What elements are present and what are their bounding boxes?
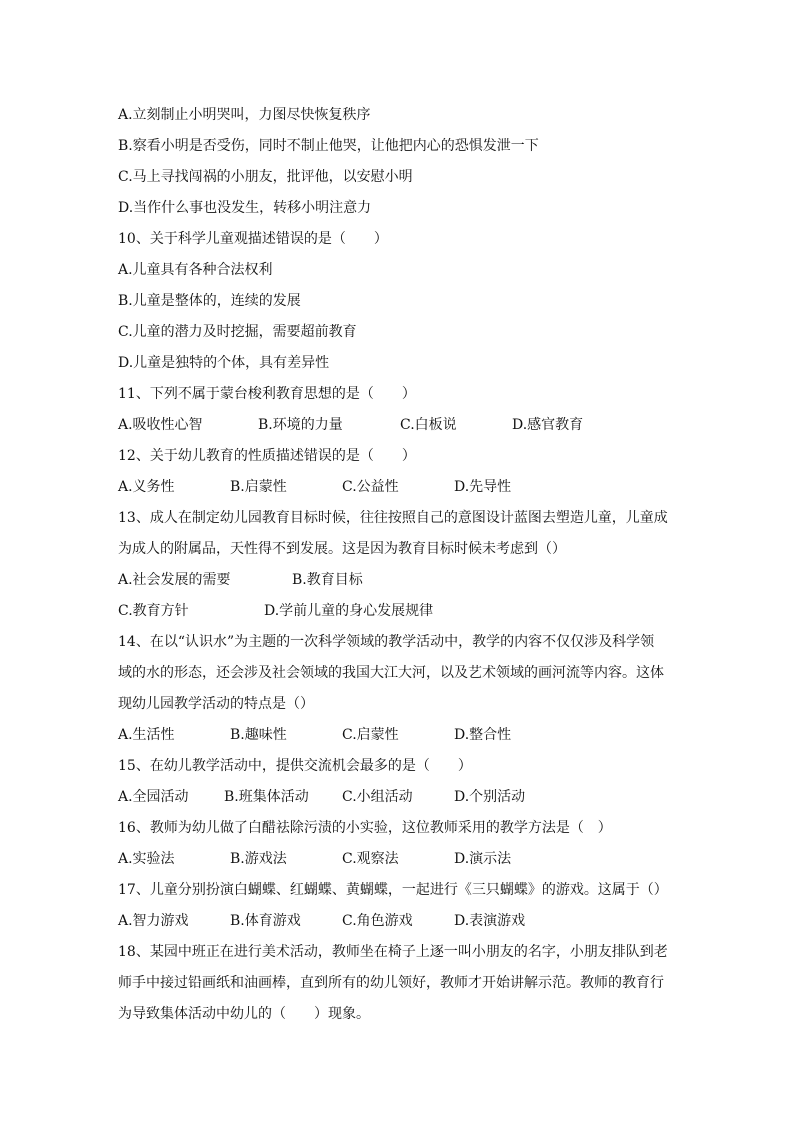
q15-options <box>118 782 678 813</box>
q15-option-b: B.班集体活动 <box>224 789 309 805</box>
q11-option-c: C.白板说 <box>400 417 457 433</box>
q13-options-row1 <box>118 565 678 596</box>
q16-option-d: D.演示法 <box>454 851 512 867</box>
question-list <box>118 100 678 1030</box>
q10-option-d: D.儿童是独特的个体，具有差异性 <box>118 355 330 371</box>
q10-stem: 10、关于科学儿童观描述错误的是（ ） <box>118 231 388 247</box>
q14-stem-line1: 14、在以“认识水”为主题的一次科学领域的教学活动中，教学的内容不仅仅涉及科学领 <box>118 634 655 650</box>
q11-option-d: D.感官教育 <box>512 417 584 433</box>
q13-option-a: A.社会发展的需要 <box>118 572 231 588</box>
q16-option-b: B.游戏法 <box>230 851 287 867</box>
q15-option-c: C.小组活动 <box>342 789 413 805</box>
q11-stem: 11、下列不属于蒙台梭利教育思想的是（ ） <box>118 386 416 402</box>
q13-option-c: C.教育方针 <box>118 603 189 619</box>
q9-option-b: B.察看小明是否受伤，同时不制止他哭，让他把内心的恐惧发泄一下 <box>118 138 539 154</box>
q11-option-b: B.环境的力量 <box>258 417 343 433</box>
q12-option-d: D.先导性 <box>454 479 512 495</box>
q14-option-b: B.趣味性 <box>230 727 287 743</box>
q16-options <box>118 844 678 875</box>
q18-stem-line2: 师手中接过铅画纸和油画棒，直到所有的幼儿领好，教师才开始讲解示范。教师的教育行 <box>118 975 664 991</box>
q11-options <box>118 410 678 441</box>
q16-stem: 16、教师为幼儿做了白醋祛除污渍的小实验，这位教师采用的教学方法是（ ） <box>118 820 612 836</box>
q18-stem-line1: 18、某园中班正在进行美术活动，教师坐在椅子上逐一叫小朋友的名字，小朋友排队到老 <box>118 944 668 960</box>
q17-option-b: B.体育游戏 <box>230 913 301 929</box>
q12-stem: 12、关于幼儿教育的性质描述错误的是（ ） <box>118 448 416 464</box>
q12-option-a: A.义务性 <box>118 479 175 495</box>
q9-option-d: D.当作什么事也没发生，转移小明注意力 <box>118 200 372 216</box>
q15-stem: 15、在幼儿教学活动中，提供交流机会最多的是（ ） <box>118 758 472 774</box>
q9-option-a: A.立刻制止小明哭叫，力图尽快恢复秩序 <box>118 107 371 123</box>
q13-options-row2 <box>118 596 678 627</box>
q12-option-b: B.启蒙性 <box>230 479 287 495</box>
q10-option-a: A.儿童具有各种合法权利 <box>118 262 273 278</box>
q9-option-c: C.马上寻找闯祸的小朋友，批评他，以安慰小明 <box>118 169 413 185</box>
q17-options <box>118 906 678 937</box>
q14-options <box>118 720 678 751</box>
q13-option-d: D.学前儿童的身心发展规律 <box>264 603 434 619</box>
q12-options <box>118 472 678 503</box>
q15-option-d: D.个别活动 <box>454 789 526 805</box>
q16-option-c: C.观察法 <box>342 851 399 867</box>
q12-option-c: C.公益性 <box>342 479 399 495</box>
q13-stem-line1: 13、成人在制定幼儿园教育目标时候，往往按照自己的意图设计蓝图去塑造儿童，儿童成 <box>118 510 668 526</box>
q16-option-a: A.实验法 <box>118 851 175 867</box>
q17-option-d: D.表演游戏 <box>454 913 526 929</box>
q13-stem-line2: 为成人的附属品，天性得不到发展。这是因为教育目标时候未考虑到（） <box>118 541 566 557</box>
q17-stem: 17、儿童分别扮演白蝴蝶、红蝴蝶、黄蝴蝶，一起进行《三只蝴蝶》的游戏。这属于（） <box>118 882 668 898</box>
q10-option-b: B.儿童是整体的，连续的发展 <box>118 293 301 309</box>
q10-option-c: C.儿童的潜力及时挖掘，需要超前教育 <box>118 324 357 340</box>
q13-option-b: B.教育目标 <box>292 572 363 588</box>
q14-stem-line3: 现幼儿园教学活动的特点是（） <box>118 696 314 712</box>
q14-option-c: C.启蒙性 <box>342 727 399 743</box>
q15-option-a: A.全园活动 <box>118 789 189 805</box>
q11-option-a: A.吸收性心智 <box>118 417 203 433</box>
q17-option-a: A.智力游戏 <box>118 913 189 929</box>
q14-stem-line2: 域的水的形态，还会涉及社会领域的我国大江大河，以及艺术领域的画河流等内容。这体 <box>118 665 664 681</box>
q14-option-d: D.整合性 <box>454 727 512 743</box>
q18-stem-line3: 为导致集体活动中幼儿的（ ）现象。 <box>118 1006 370 1022</box>
q14-option-a: A.生活性 <box>118 727 175 743</box>
q17-option-c: C.角色游戏 <box>342 913 413 929</box>
